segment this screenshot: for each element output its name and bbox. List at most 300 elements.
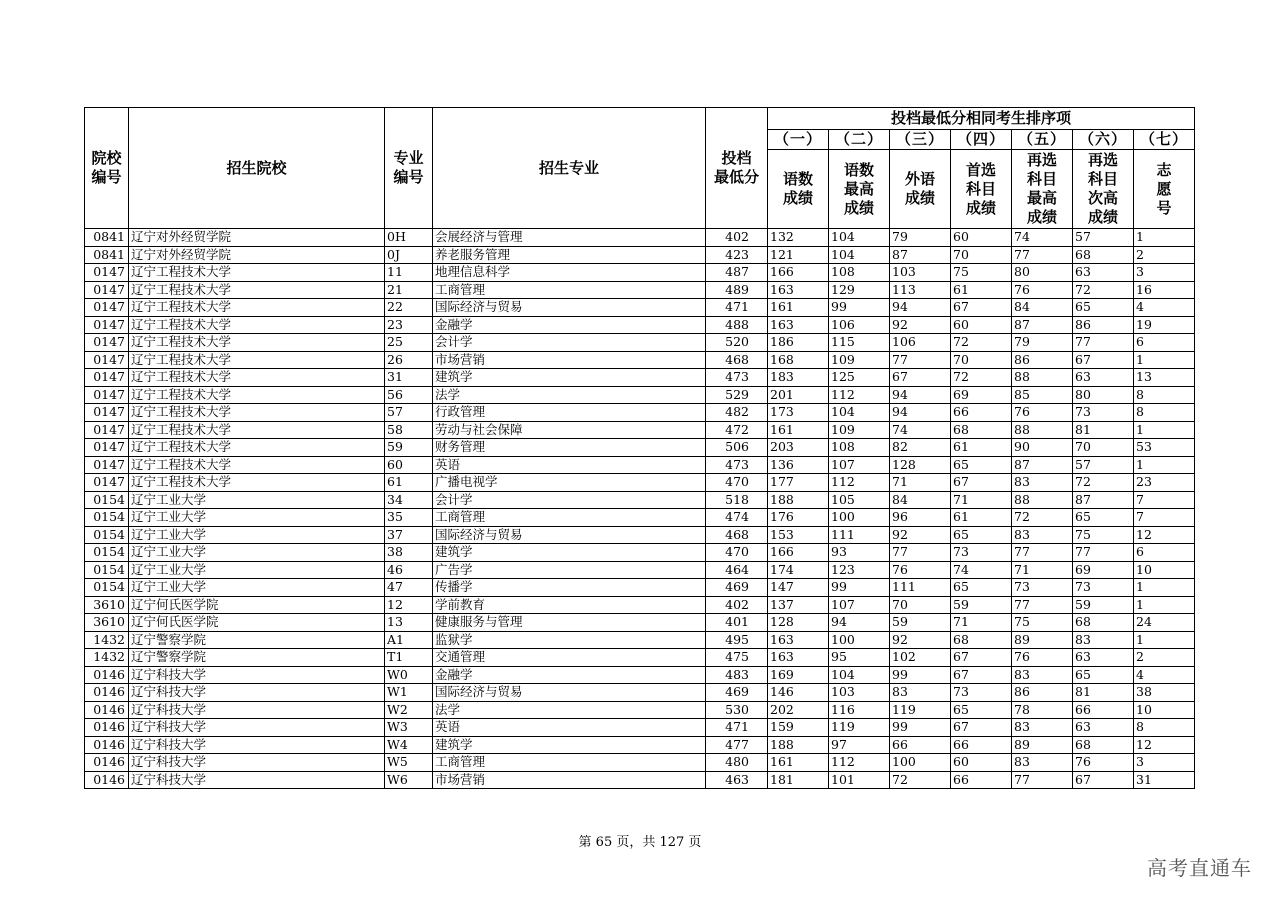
min-score-cell: 482: [706, 404, 768, 422]
table-row: [85, 369, 1195, 387]
tie-2-cell: 123: [829, 561, 890, 579]
tie-6-cell: 73: [1073, 579, 1134, 597]
tie-4-cell: 73: [951, 684, 1012, 702]
tie-4-cell: 67: [951, 649, 1012, 667]
tie-1-cell: 173: [768, 404, 829, 422]
watermark: 高考直通车: [1147, 856, 1252, 880]
college-name-cell: 辽宁工程技术大学: [129, 334, 385, 352]
tie-7-cell: 12: [1134, 736, 1195, 754]
tie-5-cell: 87: [1012, 456, 1073, 474]
header-tie-group: 投档最低分相同考生排序项: [768, 108, 1195, 130]
college-code-cell: 0147: [85, 299, 129, 317]
college-name-cell: 辽宁科技大学: [129, 754, 385, 772]
header-tie-num: （三）: [890, 130, 951, 150]
tie-6-cell: 67: [1073, 351, 1134, 369]
tie-2-cell: 93: [829, 544, 890, 562]
tie-2-cell: 106: [829, 316, 890, 334]
college-code-cell: 0147: [85, 474, 129, 492]
tie-2-cell: 109: [829, 421, 890, 439]
tie-4-cell: 61: [951, 281, 1012, 299]
tie-4-cell: 66: [951, 736, 1012, 754]
table-row: [85, 544, 1195, 562]
major-name-cell: 国际经济与贸易: [433, 684, 706, 702]
college-code-cell: 0147: [85, 334, 129, 352]
tie-1-cell: 121: [768, 246, 829, 264]
major-code-cell: 31: [385, 369, 433, 387]
major-name-cell: 学前教育: [433, 596, 706, 614]
major-name-cell: 会计学: [433, 491, 706, 509]
tie-7-cell: 7: [1134, 491, 1195, 509]
tie-7-cell: 3: [1134, 264, 1195, 282]
tie-3-cell: 66: [890, 736, 951, 754]
college-name-cell: 辽宁警察学院: [129, 649, 385, 667]
tie-3-cell: 79: [890, 229, 951, 247]
tie-1-cell: 146: [768, 684, 829, 702]
min-score-cell: 468: [706, 526, 768, 544]
table-row: [85, 771, 1195, 789]
table-row: [85, 649, 1195, 667]
tie-4-cell: 70: [951, 246, 1012, 264]
major-code-cell: W5: [385, 754, 433, 772]
table-body: [85, 229, 1195, 789]
major-name-cell: 金融学: [433, 316, 706, 334]
major-code-cell: 59: [385, 439, 433, 457]
tie-7-cell: 2: [1134, 649, 1195, 667]
min-score-cell: 488: [706, 316, 768, 334]
tie-1-cell: 128: [768, 614, 829, 632]
college-name-cell: 辽宁对外经贸学院: [129, 229, 385, 247]
tie-7-cell: 19: [1134, 316, 1195, 334]
tie-5-cell: 77: [1012, 544, 1073, 562]
tie-1-cell: 188: [768, 491, 829, 509]
college-name-cell: 辽宁何氏医学院: [129, 614, 385, 632]
tie-6-cell: 75: [1073, 526, 1134, 544]
tie-6-cell: 67: [1073, 771, 1134, 789]
tie-7-cell: 1: [1134, 229, 1195, 247]
min-score-cell: 520: [706, 334, 768, 352]
tie-6-cell: 57: [1073, 229, 1134, 247]
header-tie-num: （四）: [951, 130, 1012, 150]
min-score-cell: 495: [706, 631, 768, 649]
tie-5-cell: 77: [1012, 596, 1073, 614]
min-score-cell: 530: [706, 701, 768, 719]
college-name-cell: 辽宁工程技术大学: [129, 386, 385, 404]
college-code-cell: 0154: [85, 509, 129, 527]
tie-3-cell: 94: [890, 386, 951, 404]
tie-1-cell: 201: [768, 386, 829, 404]
tie-3-cell: 128: [890, 456, 951, 474]
tie-5-cell: 86: [1012, 351, 1073, 369]
college-name-cell: 辽宁工业大学: [129, 579, 385, 597]
table-row: [85, 666, 1195, 684]
tie-2-cell: 112: [829, 386, 890, 404]
tie-6-cell: 77: [1073, 334, 1134, 352]
table-row: [85, 299, 1195, 317]
tie-7-cell: 1: [1134, 579, 1195, 597]
tie-3-cell: 67: [890, 369, 951, 387]
tie-1-cell: 136: [768, 456, 829, 474]
college-name-cell: 辽宁科技大学: [129, 684, 385, 702]
major-name-cell: 英语: [433, 719, 706, 737]
header-tie-num: （七）: [1134, 130, 1195, 150]
min-score-cell: 469: [706, 684, 768, 702]
major-code-cell: 37: [385, 526, 433, 544]
tie-7-cell: 1: [1134, 631, 1195, 649]
table-row: [85, 386, 1195, 404]
tie-1-cell: 183: [768, 369, 829, 387]
major-name-cell: 健康服务与管理: [433, 614, 706, 632]
tie-6-cell: 87: [1073, 491, 1134, 509]
major-name-cell: 行政管理: [433, 404, 706, 422]
tie-4-cell: 59: [951, 596, 1012, 614]
major-name-cell: 交通管理: [433, 649, 706, 667]
tie-6-cell: 69: [1073, 561, 1134, 579]
tie-2-cell: 107: [829, 596, 890, 614]
major-name-cell: 建筑学: [433, 369, 706, 387]
tie-4-cell: 67: [951, 719, 1012, 737]
tie-4-cell: 66: [951, 404, 1012, 422]
tie-6-cell: 63: [1073, 369, 1134, 387]
tie-5-cell: 72: [1012, 509, 1073, 527]
college-name-cell: 辽宁工程技术大学: [129, 439, 385, 457]
college-code-cell: 0154: [85, 526, 129, 544]
table-row: [85, 229, 1195, 247]
tie-4-cell: 71: [951, 491, 1012, 509]
tie-3-cell: 59: [890, 614, 951, 632]
tie-3-cell: 92: [890, 316, 951, 334]
tie-6-cell: 57: [1073, 456, 1134, 474]
tie-2-cell: 116: [829, 701, 890, 719]
major-code-cell: 23: [385, 316, 433, 334]
tie-3-cell: 87: [890, 246, 951, 264]
college-code-cell: 0146: [85, 701, 129, 719]
tie-6-cell: 63: [1073, 264, 1134, 282]
tie-3-cell: 106: [890, 334, 951, 352]
tie-3-cell: 76: [890, 561, 951, 579]
header-tie-label: 首选 科目 成绩: [951, 150, 1012, 229]
header-tie-num: （五）: [1012, 130, 1073, 150]
college-name-cell: 辽宁科技大学: [129, 771, 385, 789]
college-code-cell: 0841: [85, 246, 129, 264]
college-name-cell: 辽宁工业大学: [129, 526, 385, 544]
tie-4-cell: 60: [951, 229, 1012, 247]
tie-3-cell: 99: [890, 666, 951, 684]
college-name-cell: 辽宁对外经贸学院: [129, 246, 385, 264]
tie-7-cell: 2: [1134, 246, 1195, 264]
tie-6-cell: 77: [1073, 544, 1134, 562]
tie-4-cell: 61: [951, 439, 1012, 457]
college-name-cell: 辽宁工程技术大学: [129, 351, 385, 369]
college-name-cell: 辽宁工程技术大学: [129, 264, 385, 282]
tie-3-cell: 111: [890, 579, 951, 597]
tie-5-cell: 76: [1012, 649, 1073, 667]
college-code-cell: 0147: [85, 351, 129, 369]
tie-5-cell: 83: [1012, 754, 1073, 772]
major-name-cell: 建筑学: [433, 544, 706, 562]
major-code-cell: 35: [385, 509, 433, 527]
tie-5-cell: 76: [1012, 404, 1073, 422]
tie-2-cell: 104: [829, 666, 890, 684]
college-code-cell: 0146: [85, 754, 129, 772]
tie-7-cell: 13: [1134, 369, 1195, 387]
major-name-cell: 英语: [433, 456, 706, 474]
tie-6-cell: 65: [1073, 299, 1134, 317]
tie-6-cell: 72: [1073, 474, 1134, 492]
major-name-cell: 市场营销: [433, 351, 706, 369]
min-score-cell: 464: [706, 561, 768, 579]
college-code-cell: 0154: [85, 579, 129, 597]
table-row: [85, 474, 1195, 492]
college-name-cell: 辽宁工程技术大学: [129, 404, 385, 422]
tie-5-cell: 88: [1012, 491, 1073, 509]
college-name-cell: 辽宁工程技术大学: [129, 474, 385, 492]
min-score-cell: 402: [706, 229, 768, 247]
table-row: [85, 316, 1195, 334]
tie-1-cell: 163: [768, 631, 829, 649]
min-score-cell: 473: [706, 369, 768, 387]
tie-6-cell: 70: [1073, 439, 1134, 457]
tie-1-cell: 161: [768, 421, 829, 439]
min-score-cell: 489: [706, 281, 768, 299]
major-code-cell: 38: [385, 544, 433, 562]
header-tie-num: （六）: [1073, 130, 1134, 150]
tie-6-cell: 65: [1073, 666, 1134, 684]
tie-4-cell: 60: [951, 754, 1012, 772]
header-tie-label: 语数 成绩: [768, 150, 829, 229]
table-row: [85, 684, 1195, 702]
tie-5-cell: 88: [1012, 369, 1073, 387]
table-row: [85, 596, 1195, 614]
tie-6-cell: 63: [1073, 649, 1134, 667]
tie-6-cell: 86: [1073, 316, 1134, 334]
college-code-cell: 0154: [85, 544, 129, 562]
tie-7-cell: 24: [1134, 614, 1195, 632]
tie-5-cell: 77: [1012, 246, 1073, 264]
major-code-cell: 34: [385, 491, 433, 509]
min-score-cell: 483: [706, 666, 768, 684]
tie-3-cell: 92: [890, 526, 951, 544]
tie-2-cell: 101: [829, 771, 890, 789]
major-code-cell: A1: [385, 631, 433, 649]
tie-6-cell: 59: [1073, 596, 1134, 614]
header-tie-num: （一）: [768, 130, 829, 150]
tie-2-cell: 108: [829, 439, 890, 457]
min-score-cell: 471: [706, 719, 768, 737]
college-code-cell: 0146: [85, 666, 129, 684]
tie-4-cell: 72: [951, 334, 1012, 352]
tie-1-cell: 147: [768, 579, 829, 597]
tie-3-cell: 96: [890, 509, 951, 527]
tie-1-cell: 177: [768, 474, 829, 492]
tie-1-cell: 176: [768, 509, 829, 527]
tie-4-cell: 65: [951, 701, 1012, 719]
tie-6-cell: 83: [1073, 631, 1134, 649]
tie-4-cell: 60: [951, 316, 1012, 334]
min-score-cell: 469: [706, 579, 768, 597]
major-code-cell: W4: [385, 736, 433, 754]
table-row: [85, 421, 1195, 439]
tie-5-cell: 79: [1012, 334, 1073, 352]
major-code-cell: 11: [385, 264, 433, 282]
college-code-cell: 0154: [85, 491, 129, 509]
college-code-cell: 0147: [85, 439, 129, 457]
college-code-cell: 0154: [85, 561, 129, 579]
major-code-cell: 25: [385, 334, 433, 352]
table-row: [85, 579, 1195, 597]
major-code-cell: 57: [385, 404, 433, 422]
tie-4-cell: 74: [951, 561, 1012, 579]
min-score-cell: 518: [706, 491, 768, 509]
major-code-cell: 60: [385, 456, 433, 474]
tie-3-cell: 100: [890, 754, 951, 772]
tie-4-cell: 67: [951, 474, 1012, 492]
tie-7-cell: 4: [1134, 299, 1195, 317]
tie-5-cell: 75: [1012, 614, 1073, 632]
tie-7-cell: 3: [1134, 754, 1195, 772]
tie-4-cell: 71: [951, 614, 1012, 632]
tie-3-cell: 71: [890, 474, 951, 492]
college-code-cell: 0146: [85, 719, 129, 737]
major-code-cell: W6: [385, 771, 433, 789]
college-code-cell: 0146: [85, 771, 129, 789]
tie-5-cell: 83: [1012, 526, 1073, 544]
major-code-cell: 0J: [385, 246, 433, 264]
min-score-cell: 402: [706, 596, 768, 614]
tie-1-cell: 181: [768, 771, 829, 789]
tie-6-cell: 68: [1073, 246, 1134, 264]
major-code-cell: W2: [385, 701, 433, 719]
college-code-cell: 0146: [85, 736, 129, 754]
tie-5-cell: 74: [1012, 229, 1073, 247]
header-major-code: 专业 编号: [385, 108, 433, 229]
college-name-cell: 辽宁工程技术大学: [129, 281, 385, 299]
admission-table: [84, 107, 1195, 789]
page-footer: 第 65 页，共 127 页: [578, 835, 702, 850]
table-row: [85, 526, 1195, 544]
tie-4-cell: 72: [951, 369, 1012, 387]
header-min-score: 投档 最低分: [706, 108, 768, 229]
table-row: [85, 754, 1195, 772]
tie-5-cell: 89: [1012, 631, 1073, 649]
tie-3-cell: 74: [890, 421, 951, 439]
tie-7-cell: 1: [1134, 596, 1195, 614]
tie-7-cell: 1: [1134, 456, 1195, 474]
tie-1-cell: 161: [768, 754, 829, 772]
tie-7-cell: 8: [1134, 404, 1195, 422]
tie-6-cell: 63: [1073, 719, 1134, 737]
college-code-cell: 0147: [85, 456, 129, 474]
table-row: [85, 351, 1195, 369]
college-name-cell: 辽宁工程技术大学: [129, 456, 385, 474]
major-code-cell: W0: [385, 666, 433, 684]
tie-2-cell: 104: [829, 229, 890, 247]
min-score-cell: 480: [706, 754, 768, 772]
major-code-cell: 12: [385, 596, 433, 614]
tie-2-cell: 104: [829, 246, 890, 264]
major-name-cell: 监狱学: [433, 631, 706, 649]
tie-4-cell: 73: [951, 544, 1012, 562]
tie-1-cell: 174: [768, 561, 829, 579]
tie-5-cell: 88: [1012, 421, 1073, 439]
tie-2-cell: 97: [829, 736, 890, 754]
tie-3-cell: 94: [890, 299, 951, 317]
college-code-cell: 0147: [85, 421, 129, 439]
major-name-cell: 会计学: [433, 334, 706, 352]
tie-3-cell: 94: [890, 404, 951, 422]
min-score-cell: 474: [706, 509, 768, 527]
college-name-cell: 辽宁警察学院: [129, 631, 385, 649]
major-name-cell: 劳动与社会保障: [433, 421, 706, 439]
tie-6-cell: 65: [1073, 509, 1134, 527]
tie-2-cell: 112: [829, 754, 890, 772]
college-name-cell: 辽宁工程技术大学: [129, 421, 385, 439]
tie-4-cell: 75: [951, 264, 1012, 282]
tie-4-cell: 70: [951, 351, 1012, 369]
table-row: [85, 439, 1195, 457]
major-code-cell: 22: [385, 299, 433, 317]
header-tie-label: 再选 科目 次高 成绩: [1073, 150, 1134, 229]
tie-3-cell: 113: [890, 281, 951, 299]
college-code-cell: 0147: [85, 281, 129, 299]
table-row: [85, 509, 1195, 527]
tie-6-cell: 68: [1073, 736, 1134, 754]
tie-6-cell: 80: [1073, 386, 1134, 404]
tie-1-cell: 202: [768, 701, 829, 719]
min-score-cell: 472: [706, 421, 768, 439]
tie-5-cell: 84: [1012, 299, 1073, 317]
tie-5-cell: 78: [1012, 701, 1073, 719]
major-code-cell: 58: [385, 421, 433, 439]
tie-3-cell: 99: [890, 719, 951, 737]
tie-7-cell: 1: [1134, 421, 1195, 439]
min-score-cell: 477: [706, 736, 768, 754]
tie-7-cell: 4: [1134, 666, 1195, 684]
major-name-cell: 广告学: [433, 561, 706, 579]
table-row: [85, 264, 1195, 282]
tie-5-cell: 80: [1012, 264, 1073, 282]
college-code-cell: 0146: [85, 684, 129, 702]
tie-3-cell: 77: [890, 351, 951, 369]
tie-1-cell: 153: [768, 526, 829, 544]
min-score-cell: 423: [706, 246, 768, 264]
tie-2-cell: 100: [829, 509, 890, 527]
major-code-cell: 47: [385, 579, 433, 597]
header-tie-label: 外语 成绩: [890, 150, 951, 229]
tie-1-cell: 163: [768, 649, 829, 667]
tie-6-cell: 73: [1073, 404, 1134, 422]
tie-7-cell: 38: [1134, 684, 1195, 702]
tie-4-cell: 65: [951, 579, 1012, 597]
college-code-cell: 0147: [85, 404, 129, 422]
tie-7-cell: 8: [1134, 719, 1195, 737]
min-score-cell: 470: [706, 474, 768, 492]
tie-3-cell: 102: [890, 649, 951, 667]
header-tie-num: （二）: [829, 130, 890, 150]
table-row: [85, 614, 1195, 632]
tie-5-cell: 77: [1012, 771, 1073, 789]
header-tie-label: 志 愿 号: [1134, 150, 1195, 229]
major-name-cell: 会展经济与管理: [433, 229, 706, 247]
college-name-cell: 辽宁何氏医学院: [129, 596, 385, 614]
table-row: [85, 561, 1195, 579]
tie-2-cell: 107: [829, 456, 890, 474]
tie-7-cell: 6: [1134, 544, 1195, 562]
tie-4-cell: 69: [951, 386, 1012, 404]
tie-2-cell: 119: [829, 719, 890, 737]
header-tie-label: 再选 科目 最高 成绩: [1012, 150, 1073, 229]
college-name-cell: 辽宁工业大学: [129, 544, 385, 562]
tie-7-cell: 53: [1134, 439, 1195, 457]
